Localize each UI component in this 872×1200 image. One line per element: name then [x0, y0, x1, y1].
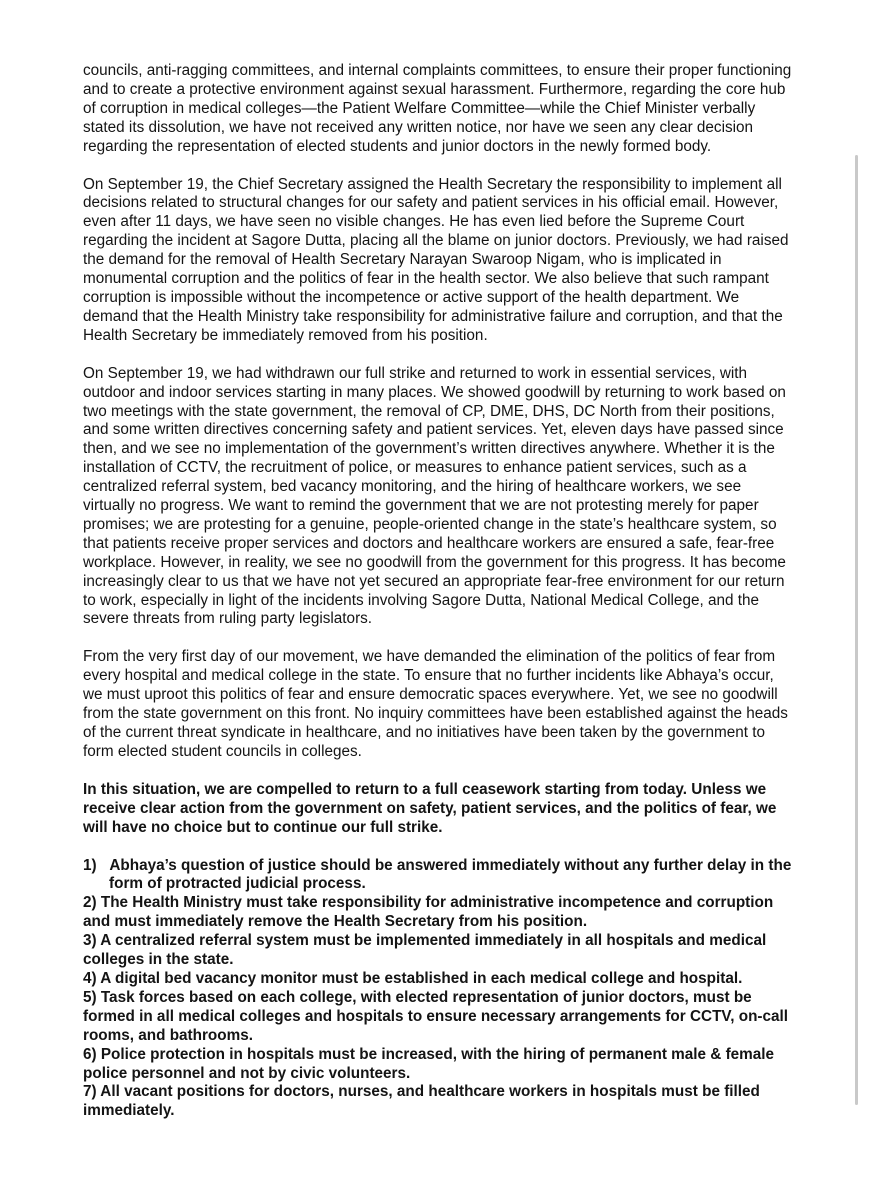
demand-item: 6) Police protection in hospitals must be increased, with the hiring of permanent male & female police personnel and not by civic volunteers. [83, 1045, 775, 1082]
demand-item: 4) A digital bed vacancy monitor must be established in each medical college and hospital. [83, 969, 743, 987]
paragraph-committees: councils, anti-ragging committees, and internal complaints committees, to ensure their proper functioning and to create a protective environment against sexual harassment. Furthermore, regarding the core hub of corruption in medical colleges—the Patient Welfare Committee—while the Chief Minister verbally stated its dissolution, we have not received any written notice, nor have we seen any clear decision regarding the representation of elected students and junior doctors in the newly formed body. [83, 62, 792, 155]
document-page [83, 62, 795, 1121]
demand-item: 3) A centralized referral system must be implemented immediately in all hospitals and medical colleges in the state. [83, 932, 767, 969]
demand-item: 5) Task forces based on each college, with elected representation of junior doctors, must be formed in all medical colleges and hospitals to ensure necessary arrangements for CCTV, on-call rooms, and bathrooms. [83, 988, 789, 1044]
vertical-scrollbar[interactable] [855, 155, 858, 1105]
paragraph-health-secretary: On September 19, the Chief Secretary assigned the Health Secretary the responsibility to implement all decisions related to structural changes for our safety and patient services in his official email. However, even after 11 days, we have seen no visible changes. He has even lied before the Supreme Court regarding the incident at Sagore Dutta, placing all the blame on junior doctors. Previously, we had raised the demand for the removal of Health Secretary Narayan Swaroop Nigam, who is implicated in monumental corruption and the politics of fear in the health sector. We also believe that such rampant corruption is impossible without the incompetence or active support of the health department. We demand that the Health Ministry take responsibility for administrative failure and corruption, and that the Health Secretary be immediately removed from his position. [83, 175, 789, 344]
ceasework-statement: In this situation, we are compelled to return to a full ceasework starting from today. Unless we receive clear action from the government on safety, patient services, and the politics of fear, we will have no choice but to continue our full strike. [83, 780, 777, 836]
paragraph-politics-of-fear: From the very first day of our movement, we have demanded the elimination of the politics of fear from every hospital and medical college in the state. To ensure that no further incidents like Abhaya’s occur, we must uproot this politics of fear and ensure democratic spaces everywhere. Yet, we see no goodwill from the state government on this front. No inquiry committees have been established against the heads of the current threat syndicate in healthcare, and no initiatives have been taken by the government to form elected student councils in colleges. [83, 648, 788, 760]
demand-item: 2) The Health Ministry must take responsibility for administrative incompetence and corruption and must immediately remove the Health Secretary from his position. [83, 894, 774, 931]
paragraph-strike-withdrawal: On September 19, we had withdrawn our full strike and returned to work in essential services, with outdoor and indoor services starting in many places. We showed goodwill by returning to work based on two meetings with the state government, the removal of CP, DME, DHS, DC North from their positions, and some written directives concerning safety and patient services. Yet, eleven days have passed since then, and we see no implementation of the government’s written directives anywhere. Whether it is the installation of CCTV, the recruitment of police, or measures to enhance patient services, such as a centralized referral system, bed vacancy monitoring, and the hiring of healthcare workers, we see virtually no progress. We want to remind the government that we are not protesting merely for paper promises; we are protesting for a genuine, people-oriented change in the state’s healthcare system, so that patients receive proper services and doctors and healthcare workers are ensured a safe, fear-free workplace. However, in reality, we see no goodwill from the government for this progress. It has become increasingly clear to us that we have not yet secured an appropriate fear-free environment for our return to work, especially in light of the incidents involving Sagore Dutta, National Medical College, and the severe threats from ruling party legislators. [83, 364, 786, 628]
demands-list [83, 857, 795, 1122]
demand-item: 7) All vacant positions for doctors, nurses, and healthcare workers in hospitals must be filled immediately. [83, 1083, 760, 1120]
demand-item: 1) Abhaya’s question of justice should be answered immediately without any further delay in the form of protracted judicial process. [83, 856, 792, 893]
